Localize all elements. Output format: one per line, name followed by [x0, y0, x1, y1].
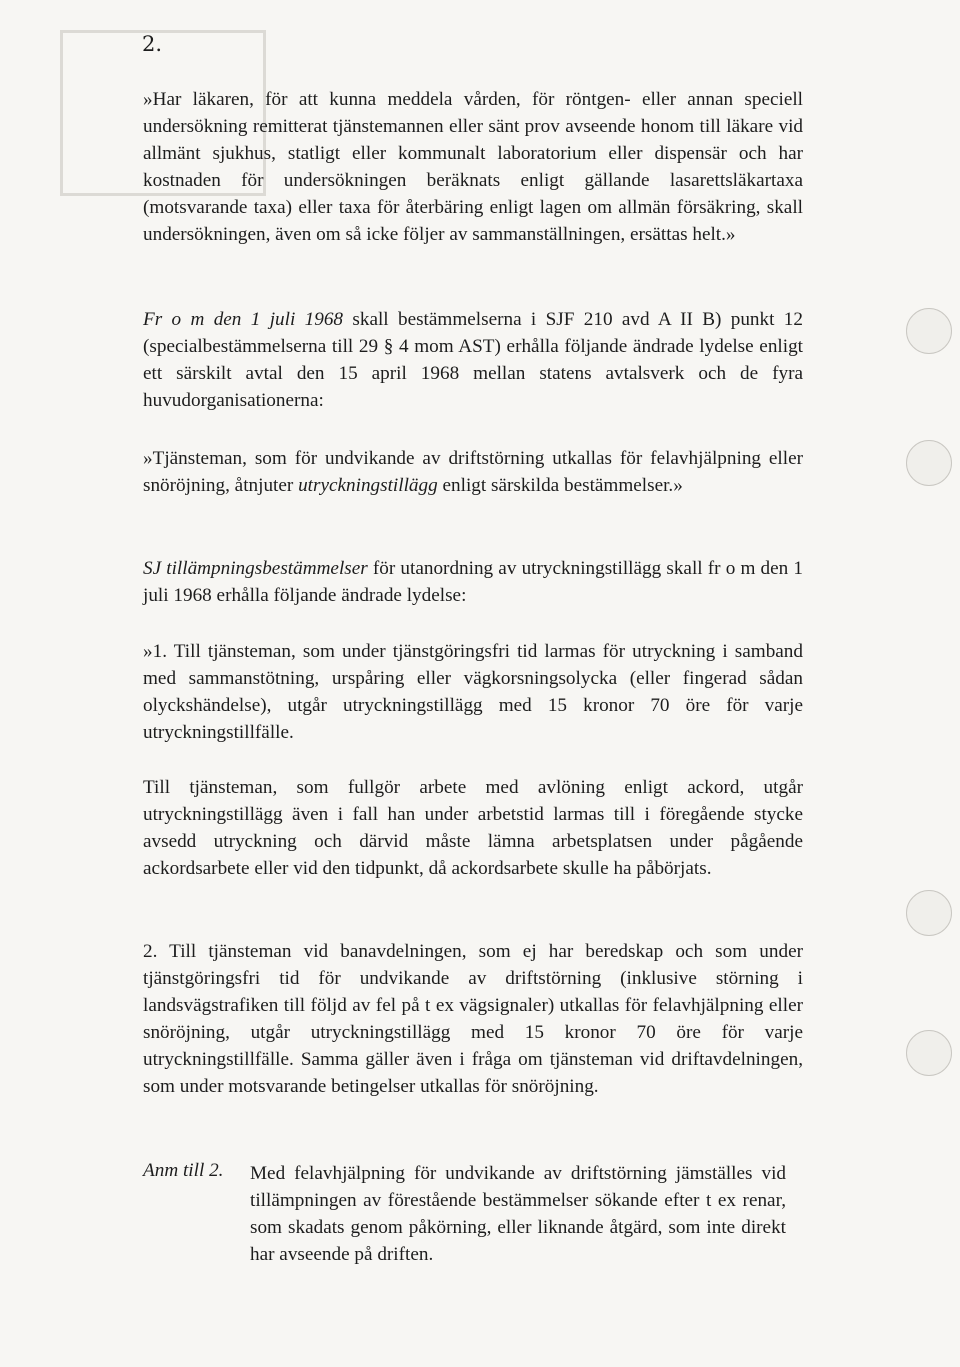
sj-tillampningsbestammelser: SJ tillämpningsbestämmelser: [143, 558, 368, 579]
punch-hole-2: [906, 440, 952, 486]
paragraph-from-date-text: skall bestämmelserna i SJF 210 avd A II B) punkt 12 (specialbestämmelserna till 29 § 4 mom AST) erhålla följande ändrade lydelse enligt ett särskilt avtal den 15 april 1968 mellan statens avtalsverk och de fyra huvudorganisationerna:: [143, 309, 803, 412]
paragraph-point-1: »1. Till tjänsteman, som under tjänstgöringsfri tid larmas för utryckning i samband med sammanstötning, urspåring eller vägkorsningsolycka (eller fingerad sådan olyckshändelse), utgår utryckningstillägg med 15 kronor 70 öre för varje utryckningstillfälle.: [143, 641, 803, 744]
paragraph-ackord: Till tjänsteman, som fullgör arbete med avlöning enligt ackord, utgår utryckningstillägg även i fall han under arbetstid larmas till i föregående stycke avsedd utryckning och därvid måste lämna arbetsplatsen under pågående ackordsarbete eller vid den tidpunkt, då ackordsarbete skulle ha påbörjats.: [143, 777, 803, 880]
paragraph-sj-bestammelser: [143, 555, 803, 609]
effective-date: Fr o m den 1 juli 1968: [143, 309, 344, 330]
quote-part-a: »Tjänsteman, som för undvikande av driftstörning utkallas för felavhjälpning eller snöröjning, åtnjuter: [143, 448, 803, 497]
term-utryckningstillagg: utryckningstillägg: [298, 475, 438, 497]
quote-part-b: enligt särskilda bestämmelser.»: [437, 475, 683, 497]
punch-hole-4: [906, 1030, 952, 1076]
punch-hole-1: [906, 308, 952, 354]
paragraph-lakarvard: »Har läkaren, för att kunna meddela vården, för röntgen- eller annan speciell undersökning remitterat tjänstemannen eller sänt prov avseende honom till läkare vid allmänt sjukhus, statligt eller kommunalt laboratorium eller dispensär och har kostnaden för undersökningen beräknats enligt gällande lasarettsläkartaxa (motsvarande taxa) eller taxa för återbäring enligt lagen om allmän försäkring, skall undersökningen, även om så icke följer av sammanställningen, ersättas helt.»: [143, 89, 803, 246]
paragraph-point-2: 2. Till tjänsteman vid banavdelningen, som ej har beredskap och som under tjänstgöringsfri tid för undvikande av driftstörning (inklusive störning i landsvägstrafiken till följd av fel på t ex vägsignaler) utkallas för felavhjälpning eller snöröjning, utgår utryckningstillägg med 15 kronor 70 öre för varje utryckningstillfälle. Samma gäller även i fråga om tjänsteman vid driftavdelningen, som under motsvarande betingelser utkallas för snöröjning.: [143, 941, 803, 1098]
paragraph-from-date: [143, 306, 803, 414]
paragraph-sj-text: för utanordning av utryckningstillägg skall fr o m den 1 juli 1968 erhålla följande ändrade lydelse:: [143, 558, 803, 607]
punch-hole-3: [906, 890, 952, 936]
note-text: Med felavhjälpning för undvikande av driftstörning jämställes vid tillämpningen av förestående bestämmelser sökande efter t ex renar, som skadats genom påkörning, eller liknande åtgärd, som inte direkt har avseende på driften.: [250, 1163, 786, 1266]
page-number: 2.: [142, 32, 163, 56]
note-label: Anm till 2.: [143, 1160, 224, 1181]
paragraph-tjansteman-quote: [143, 445, 803, 499]
